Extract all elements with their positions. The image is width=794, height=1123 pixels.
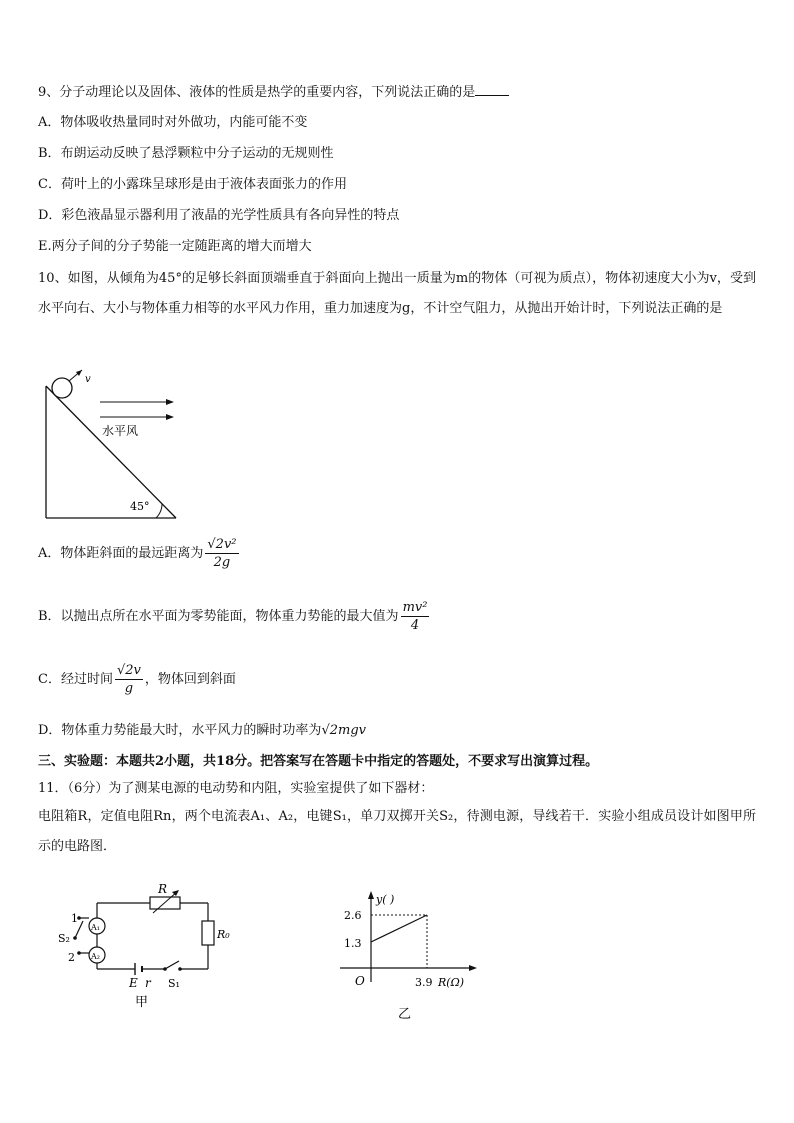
q10-option-c (38, 660, 236, 700)
q9-stem (38, 83, 509, 102)
switch-s1-icon (163, 961, 182, 971)
fraction-numerator: mv² (402, 600, 428, 615)
q10-stem: 10、如图，从倾角为45°的足够长斜面顶端垂直于斜面向上抛出一质量为m的物体（可视为质点），物体初速度大小为v，受到水平向右、大小与物体重力相等的水平风力作用，重力加速度为g，不计空气阻力，从抛出开始计时，下列说法正确的是 (38, 271, 756, 316)
graph-origin-label: O (355, 974, 365, 988)
fraction (401, 599, 430, 634)
q11-stem: 11．（6分）为了测某电源的电动势和内阻，实验室提供了如下器材： (38, 781, 434, 796)
q10-option-d-expr: √2mgv (321, 723, 366, 738)
graph-y-label: y( ) (376, 893, 395, 906)
fraction-numerator: √2v² (207, 537, 237, 552)
switch-position-2-label: 2 (68, 951, 75, 964)
answer-blank (475, 83, 509, 96)
ammeter-a2-label: A₂ (91, 952, 100, 961)
velocity-arrow-icon (69, 370, 82, 381)
q11-body: 电阻箱R，定值电阻Rn，两个电流表A₁、A₂，电键S₁，单刀双掷开关S₂，待测电源，导线若干．实验小组成员设计如图甲所示的电路图． (38, 809, 756, 854)
q10-option-c-suffix: ，物体回到斜面 (144, 672, 236, 687)
q10-option-b-text: B．以抛出点所在水平面为零势能面，物体重力势能的最大值为 (38, 609, 399, 624)
q10-option-d-text: D．物体重力势能最大时，水平风力的瞬时功率为 (38, 723, 322, 738)
angle-arc (156, 504, 162, 518)
resistor-r0-label: R₀ (217, 928, 230, 941)
q10-option-d (38, 722, 366, 740)
q9-option-a: A．物体吸收热量同时对外做功，内能可能不变 (38, 115, 308, 130)
incline-triangle (46, 386, 176, 518)
fraction (205, 536, 238, 571)
fraction (115, 662, 143, 697)
wind-arrows-icon (100, 399, 174, 420)
graph-figure (335, 890, 485, 1025)
graph-caption: 乙 (398, 1007, 412, 1022)
switch-contact-2 (77, 951, 81, 955)
rheostat-label: R (158, 883, 168, 896)
wind-label: 水平风 (102, 424, 139, 438)
fraction-denominator: 2g (213, 555, 231, 570)
battery-r-label: r (145, 976, 151, 990)
switch-s2-label: S₂ (58, 932, 70, 945)
velocity-label: v (85, 374, 91, 385)
fraction-denominator: 4 (410, 618, 420, 633)
fraction-denominator: g (124, 681, 134, 696)
q10-option-b (38, 597, 431, 637)
q9-option-d: D．彩色液晶显示器利用了液晶的光学性质具有各向异性的特点 (38, 208, 400, 223)
fraction-numerator: √2v (116, 663, 141, 678)
q9-stem-text: 9、分子动理论以及固体、液体的性质是热学的重要内容，下列说法正确的是 (38, 85, 476, 100)
graph-y-tick-mid: 1.3 (344, 937, 362, 950)
switch-s1-label: S₁ (168, 977, 180, 990)
q10-option-a-text: A．物体距斜面的最远距离为 (38, 546, 204, 561)
incline-figure (38, 368, 188, 528)
graph-y-tick-top: 2.6 (344, 909, 362, 922)
q9-option-b: B．布朗运动反映了悬浮颗粒中分子运动的无规则性 (38, 146, 334, 161)
switch-pivot (73, 936, 77, 940)
q9-option-e: E.两分子间的分子势能一定随距离的增大而增大 (38, 239, 312, 254)
section-3-heading: 三、实验题：本题共2小题，共18分。把答案写在答题卡中指定的答题处，不要求写出演算过程。 (38, 754, 599, 769)
q10-option-a (38, 534, 241, 574)
q9-option-c: C．荷叶上的小露珠呈球形是由于液体表面张力的作用 (38, 177, 347, 192)
battery-icon (135, 963, 142, 975)
graph-line (371, 915, 427, 942)
angle-label: 45° (130, 500, 150, 513)
battery-e-label: E (129, 976, 138, 990)
circuit-diagram (55, 883, 235, 1013)
resistor-r0-icon (202, 921, 214, 945)
switch-position-1-label: 1 (71, 912, 78, 925)
ammeter-a1-label: A₁ (91, 923, 100, 932)
graph-x-label: R(Ω) (438, 976, 464, 989)
circuit-caption: 甲 (135, 995, 149, 1010)
q10-option-c-text: C．经过时间 (38, 672, 113, 687)
graph-x-tick: 3.9 (415, 976, 433, 989)
